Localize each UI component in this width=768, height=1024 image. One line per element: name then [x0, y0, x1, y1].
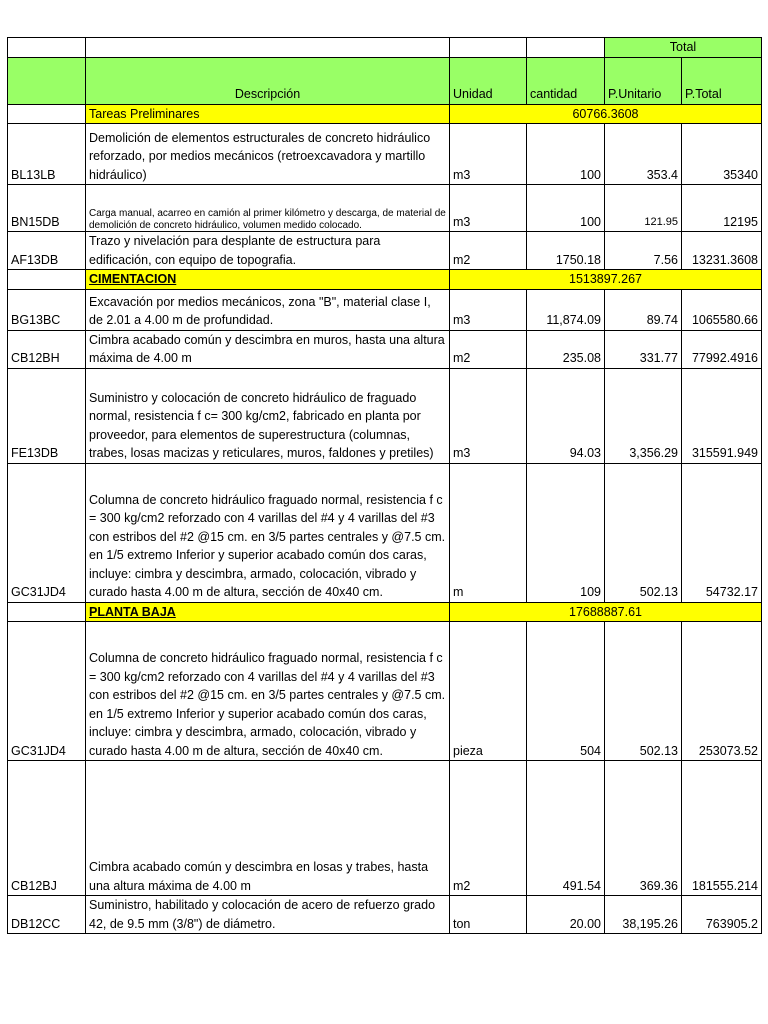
section-title: PLANTA BAJA	[86, 602, 450, 622]
item-quantity: 100	[527, 185, 605, 232]
table-row	[8, 185, 762, 232]
item-quantity: 94.03	[527, 368, 605, 463]
item-unit: pieza	[450, 622, 527, 761]
table-row	[8, 761, 762, 896]
item-code: DB12CC	[8, 896, 86, 934]
item-code: GC31JD4	[8, 463, 86, 602]
section-title: CIMENTACION	[86, 270, 450, 290]
item-code: FE13DB	[8, 368, 86, 463]
empty-cell	[527, 38, 605, 58]
item-unit: m2	[450, 761, 527, 896]
table-row	[8, 330, 762, 368]
item-unit-price: 38,195.26	[605, 896, 682, 934]
section-row	[8, 104, 762, 124]
item-unit-price: 369.36	[605, 761, 682, 896]
item-description: Demolición de elementos estructurales de concreto hidráulico reforzado, por medios mecánicos (retroexcavadora y martillo hidráulico)	[86, 124, 450, 185]
item-code: BL13LB	[8, 124, 86, 185]
item-unit-price: 502.13	[605, 622, 682, 761]
section-subtotal: 17688887.61	[450, 602, 762, 622]
item-description: Columna de concreto hidráulico fraguado normal, resistencia f c = 300 kg/cm2 reforzado con 4 varillas del #4 y 4 varillas del #3 con estribos del #2 @15 cm. en 3/5 partes centrales y @7.5 cm. en 1/5 extremo Inferior y superior acabado común dos caras, incluye: cimbra y descimbra, armado, colocación, vibrado y curado hasta 4.00 m de altura, sección de 40x40 cm.	[86, 463, 450, 602]
item-total: 54732.17	[682, 463, 762, 602]
item-quantity: 109	[527, 463, 605, 602]
empty-cell	[8, 602, 86, 622]
item-code: BN15DB	[8, 185, 86, 232]
item-description: Carga manual, acarreo en camión al primer kilómetro y descarga, de material de demolición de concreto hidráulico, volumen medido colocado.	[86, 185, 450, 232]
item-description: Suministro y colocación de concreto hidráulico de fraguado normal, resistencia f c= 300 kg/cm2, fabricado en planta por proveedor, para elementos de superestructura (columnas, trabes, losas macizas y reticulares, muros, faldones y pretiles)	[86, 368, 450, 463]
quantity-header: cantidad	[527, 57, 605, 104]
item-description: Trazo y nivelación para desplante de estructura para edificación, con equipo de topografia.	[86, 232, 450, 270]
item-code: BG13BC	[8, 289, 86, 330]
code-header	[8, 57, 86, 104]
budget-table	[7, 37, 762, 934]
section-subtotal: 1513897.267	[450, 270, 762, 290]
item-quantity: 100	[527, 124, 605, 185]
item-total: 12195	[682, 185, 762, 232]
item-code: GC31JD4	[8, 622, 86, 761]
total-price-header: P.Total	[682, 57, 762, 104]
item-total: 13231.3608	[682, 232, 762, 270]
section-title: Tareas Preliminares	[86, 104, 450, 124]
empty-cell	[450, 38, 527, 58]
table-row	[8, 463, 762, 602]
item-total: 35340	[682, 124, 762, 185]
header-row-top	[8, 38, 762, 58]
item-code: CB12BH	[8, 330, 86, 368]
item-total: 1065580.66	[682, 289, 762, 330]
item-unit-price: 7.56	[605, 232, 682, 270]
item-unit: m3	[450, 185, 527, 232]
item-unit-price: 3,356.29	[605, 368, 682, 463]
item-description: Columna de concreto hidráulico fraguado normal, resistencia f c = 300 kg/cm2 reforzado con 4 varillas del #4 y 4 varillas del #3 con estribos del #2 @15 cm. en 3/5 partes centrales y @7.5 cm. en 1/5 extremo Inferior y superior acabado común dos caras, incluye: cimbra y descimbra, armado, colocación, vibrado y curado hasta 4.00 m de altura, sección de 40x40 cm.	[86, 622, 450, 761]
empty-cell	[8, 104, 86, 124]
item-unit: m3	[450, 368, 527, 463]
item-unit-price: 89.74	[605, 289, 682, 330]
item-quantity: 491.54	[527, 761, 605, 896]
item-unit-price: 353.4	[605, 124, 682, 185]
table-row	[8, 896, 762, 934]
item-quantity: 1750.18	[527, 232, 605, 270]
unit-price-header: P.Unitario	[605, 57, 682, 104]
table-row	[8, 622, 762, 761]
section-subtotal: 60766.3608	[450, 104, 762, 124]
empty-cell	[8, 38, 86, 58]
item-description: Suministro, habilitado y colocación de acero de refuerzo grado 42, de 9.5 mm (3/8") de diámetro.	[86, 896, 450, 934]
table-row	[8, 124, 762, 185]
item-quantity: 235.08	[527, 330, 605, 368]
item-code: AF13DB	[8, 232, 86, 270]
item-unit: m2	[450, 232, 527, 270]
table-row	[8, 289, 762, 330]
item-quantity: 504	[527, 622, 605, 761]
item-unit: ton	[450, 896, 527, 934]
item-description: Cimbra acabado común y descimbra en muros, hasta una altura máxima de 4.00 m	[86, 330, 450, 368]
description-header: Descripción	[86, 57, 450, 104]
table-row	[8, 368, 762, 463]
item-quantity: 11,874.09	[527, 289, 605, 330]
item-unit-price: 121.95	[605, 185, 682, 232]
item-total: 181555.214	[682, 761, 762, 896]
section-row	[8, 270, 762, 290]
header-row	[8, 57, 762, 104]
item-code: CB12BJ	[8, 761, 86, 896]
item-unit-price: 331.77	[605, 330, 682, 368]
item-total: 763905.2	[682, 896, 762, 934]
item-quantity: 20.00	[527, 896, 605, 934]
item-description: Excavación por medios mecánicos, zona "B", material clase I, de 2.01 a 4.00 m de profundidad.	[86, 289, 450, 330]
item-unit: m3	[450, 124, 527, 185]
item-unit-price: 502.13	[605, 463, 682, 602]
unit-header: Unidad	[450, 57, 527, 104]
table-row	[8, 232, 762, 270]
item-total: 315591.949	[682, 368, 762, 463]
section-row	[8, 602, 762, 622]
total-group-header: Total	[605, 38, 762, 58]
empty-cell	[86, 38, 450, 58]
empty-cell	[8, 270, 86, 290]
item-total: 77992.4916	[682, 330, 762, 368]
item-unit: m2	[450, 330, 527, 368]
item-unit: m3	[450, 289, 527, 330]
item-description: Cimbra acabado común y descimbra en losas y trabes, hasta una altura máxima de 4.00 m	[86, 761, 450, 896]
item-unit: m	[450, 463, 527, 602]
item-total: 253073.52	[682, 622, 762, 761]
